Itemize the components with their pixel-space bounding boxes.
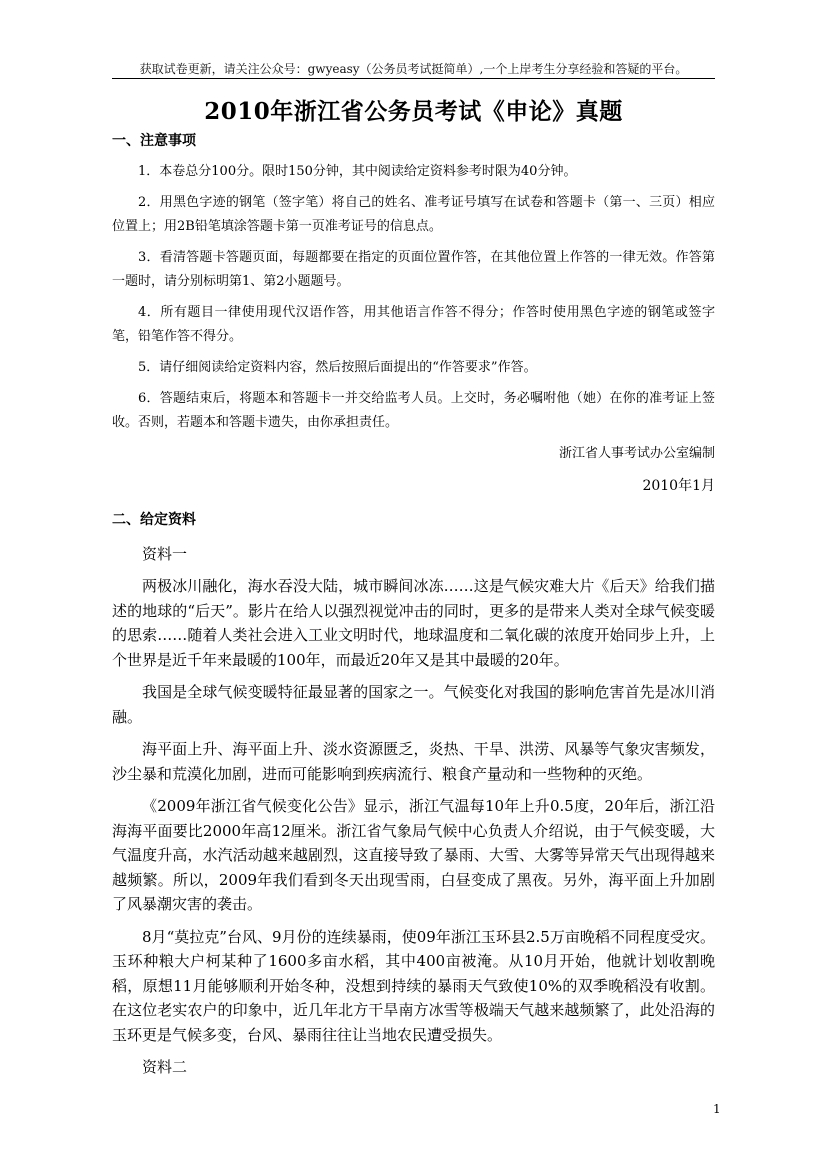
document-body bbox=[112, 130, 715, 1087]
material-paragraph-2: 我国是全球气候变暖特征最显著的国家之一。气候变化对我国的影响危害首先是冰川消融。 bbox=[112, 683, 715, 726]
material-paragraph-1: 两极冰川融化，海水吞没大陆，城市瞬间冰冻……这是气候灾难大片《后天》给我们描述的地球的“后天”。影片在给人以强烈视觉冲击的同时，更多的是带来人类对全球气候变暖的思索……随着人类社会进入工业文明时代，地球温度和二氧化碳的浓度开始同步上升，上个世界是近千年来最暖的100年，而最近20年又是其中最暖的20年。 bbox=[112, 577, 715, 669]
material-paragraph-4: 《2009年浙江省气候变化公告》显示，浙江气温每10年上升0.5度，20年后，浙江沿海海平面要比2000年高12厘米。浙江省气象局气候中心负责人介绍说，由于气候变暖，大气温度升高，水汽活动越来越剧烈，这直接导致了暴雨、大雪、大雾等异常天气出现得越来越频繁。所以，2009年我们看到冬天出现雪雨，白昼变成了黑夜。另外，海平面上升加剧了风暴潮灾害的袭击。 bbox=[112, 797, 715, 913]
material-paragraph-3: 海平面上升、海平面上升、淡水资源匮乏，炎热、干旱、洪涝、风暴等气象灾害频发，沙尘暴和荒漠化加剧，进而可能影响到疾病流行、粮食产量动和一些物种的灭绝。 bbox=[112, 740, 715, 783]
notice-list bbox=[112, 160, 715, 435]
header-divider bbox=[112, 78, 715, 79]
header-note: 获取试卷更新，请关注公众号：gwyeasy（公务员考试挺简单）,一个上岸考生分享经验和答疑的平台。 bbox=[139, 62, 688, 76]
notice-item-2: 2．用黑色字迹的钢笔（签字笔）将自己的姓名、准考证号填写在试卷和答题卡（第一、三页）相应位置上；用2B铅笔填涂答题卡第一页准考证号的信息点。 bbox=[112, 195, 715, 234]
issuing-office: 浙江省人事考试办公室编制 bbox=[558, 446, 715, 461]
material-label-2: 资料二 bbox=[142, 1058, 188, 1076]
page-title: 2010年浙江省公务员考试《申论》真题 bbox=[204, 98, 623, 125]
material-label-1: 资料一 bbox=[142, 545, 188, 563]
section-heading-notes: 一、注意事项 bbox=[112, 133, 196, 149]
page-number: 1 bbox=[713, 1102, 721, 1116]
section-heading-materials: 二、给定资料 bbox=[112, 512, 196, 528]
notice-item-3: 3．看清答题卡答题页面，每题都要在指定的页面位置作答，在其他位置上作答的一律无效。作答第一题时，请分别标明第1、第2小题题号。 bbox=[112, 250, 715, 289]
issue-date: 2010年1月 bbox=[642, 478, 715, 494]
material-paragraph-5: 8月“莫拉克”台风、9月份的连续暴雨，使09年浙江玉环县2.5万亩晚稻不同程度受灾。玉环种粮大户柯某种了1600多亩水稻，其中400亩被淹。从10月开始，他就计划收割晚稻，原想11月能够顺利开始冬种，没想到持续的暴雨天气致使10%的双季晚稻没有收割。在这位老实农户的印象中，近几年北方干旱南方冰雪等极端天气越来越频繁了，此处沿海的玉环更是气候多变，台风、暴雨往往让当地农民遭受损失。 bbox=[112, 927, 715, 1044]
notice-item-6: 6．答题结束后，将题本和答题卡一并交给监考人员。上交时，务必嘱咐他（她）在你的准考证上签收。否则，若题本和答题卡遗失，由你承担责任。 bbox=[112, 391, 715, 430]
notice-item-1: 1．本卷总分100分。限时150分钟，其中阅读给定资料参考时限为40分钟。 bbox=[138, 164, 577, 179]
notice-item-5: 5．请仔细阅读给定资料内容，然后按照后面提出的“作答要求”作答。 bbox=[138, 360, 537, 375]
notice-item-4: 4．所有题目一律使用现代汉语作答，用其他语言作答不得分；作答时使用黑色字迹的钢笔或签字笔，铅笔作答不得分。 bbox=[112, 305, 715, 344]
